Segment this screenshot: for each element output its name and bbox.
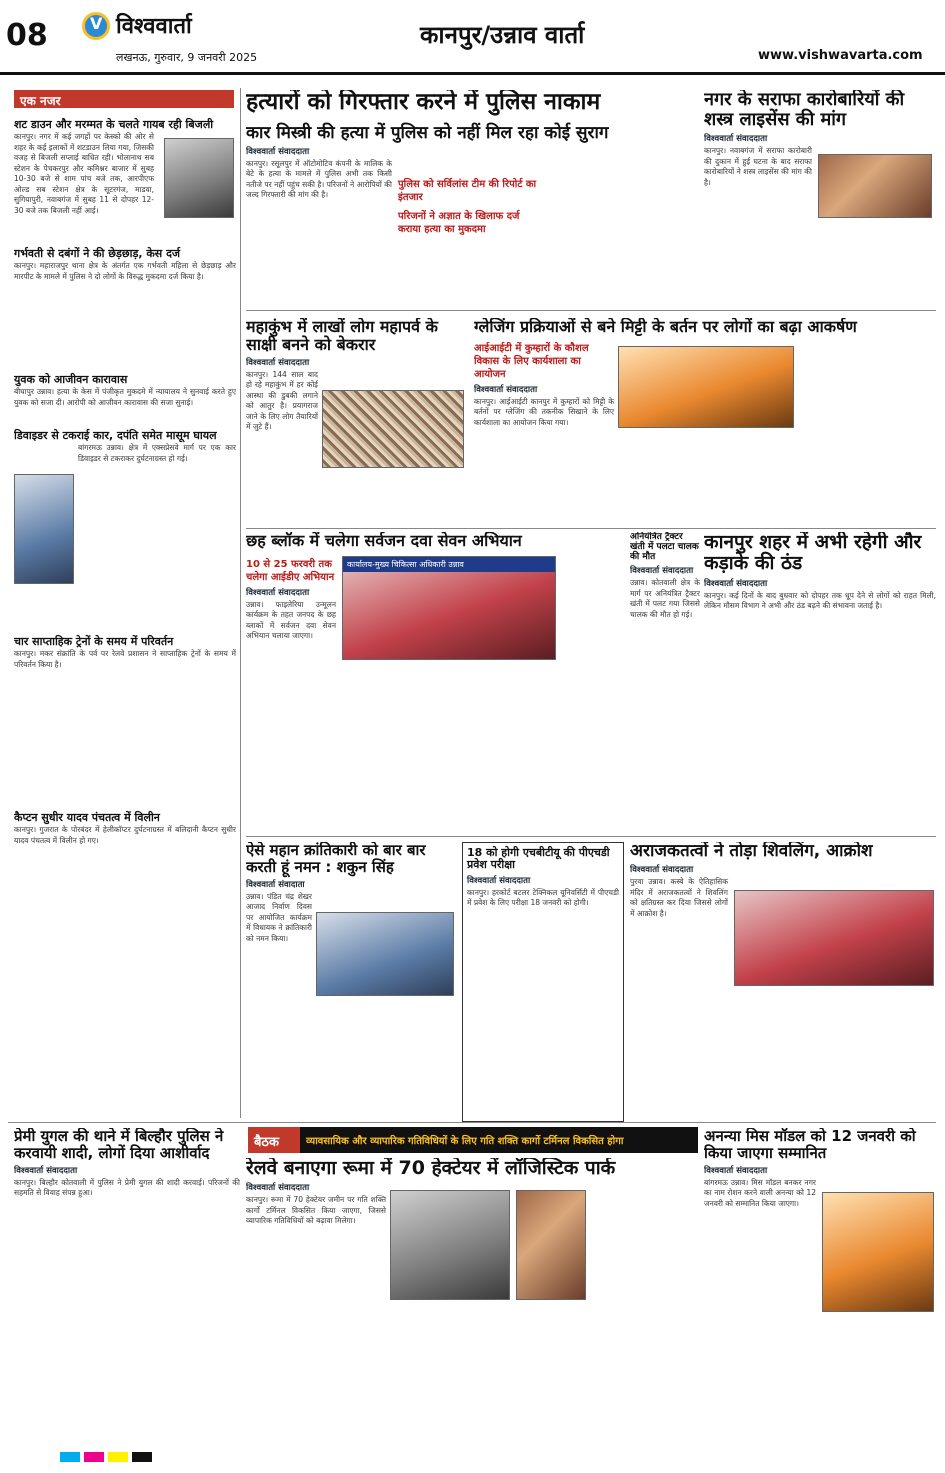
photo-banner: कार्यालय-मुख्य चिकित्सा अधिकारी उन्नाव <box>343 557 555 572</box>
dawa-byline: विश्ववार्ता संवाददाता <box>246 587 310 598</box>
premi-headline: प्रेमी युगल की थाने में बिल्हौर पुलिस ने करवायी शादी, लोगों दिया आशीर्वाद <box>14 1128 224 1162</box>
brief-body: बीघापुर उन्नाव। हत्या के केस में पंजीकृत मुकदमे में न्यायालय ने सुनवाई करते हुए युवक को सजा दी। आरोपी को आजीवन कारावास की सजा सुनाई। <box>14 387 236 407</box>
section-rule <box>246 310 936 311</box>
premi-body: कानपुर। बिल्हौर कोतवाली में पुलिस ने प्रेमी युगल की शादी करवाई। परिजनों की सहमति से विवाह संपन्न हुआ। <box>14 1177 240 1198</box>
glazing-byline: विश्ववार्ता संवाददाता <box>474 384 538 395</box>
brief-body: कानपुर। गुजरात के पोरबंदर में हेलीकॉप्टर दुर्घटनाग्रस्त में बलिदानी कैप्टन सुधीर यादव पंचतत्व में विलीन हो गए। <box>14 825 236 845</box>
print-swatch <box>108 1452 128 1462</box>
lead-byline: विश्ववार्ता संवाददाता <box>246 146 310 157</box>
lead-headline: हत्यारों को गिरफ्तार करने में पुलिस नाकाम <box>246 90 601 115</box>
brief-headline: गर्भवती से दबंगों ने की छेड़छाड़, केस दर्ज <box>14 247 181 260</box>
hbtu-headline: 18 को होगी एचबीटीयू की पीएचडी प्रवेश परीक्षा <box>467 846 610 872</box>
krantikari-byline: विश्ववार्ता संवादाता <box>246 879 305 890</box>
brief-body: कानपुर। मकर संक्रांति के पर्व पर रेलवे प्रशासन ने साप्ताहिक ट्रेनों के समय में परिवर्तन किया है। <box>14 649 236 669</box>
railway-story <box>246 1158 698 1448</box>
jewellers-meeting-photo <box>818 154 932 218</box>
tractor-body: उन्नाव। कोतवाली क्षेत्र के मार्ग पर अनियंत्रित ट्रैक्टर खंती में पलट गया जिससे चालक की मौत हो गई। <box>630 578 700 619</box>
website-link[interactable]: www.vishwavarta.com <box>758 48 923 63</box>
pull-quote: परिजनों ने अज्ञात के खिलाफ दर्ज कराया हत्या का मुकदमा <box>398 211 520 235</box>
brief-headline: कैप्टन सुधीर यादव पंचतत्व में विलीन <box>14 811 160 824</box>
shivling-byline: विश्ववार्ता संवाददाता <box>630 865 694 876</box>
lead-body: कानपुर। रसूलपुर में ऑटोमोटिव कंपनी के मालिक के बेटे के हत्या के मामले में पुलिस अभी तक किसी नतीजे पर नहीं पहुंच सकी है। परिजनों ने आरोपियों की जल्द गिरफ्तारी की मांग की है। <box>246 158 392 200</box>
lead-subhead: कार मिस्त्री की हत्या में पुलिस को नहीं मिल रहा कोई सुराग <box>246 122 609 143</box>
baithak-text: व्यावसायिक और व्यापारिक गतिविधियों के लिए गति शक्ति कार्गो टर्मिनल विकसित होगा <box>306 1136 624 1147</box>
railway-byline: विश्ववार्ता संवाददाता <box>246 1183 310 1194</box>
lead-story <box>246 90 696 300</box>
kumbh-crowd-photo <box>322 390 464 468</box>
brief-body: कानपुर। महाराजपुर थाना क्षेत्र के अंतर्गत एक गर्भवती महिला से छेड़छाड़ और मारपीट के मामले में पुलिस ने दो लोगों के विरुद्ध मुकदमा दर्ज किया है। <box>14 261 236 281</box>
hbtu-body: कानपुर। हरकोर्ट बटलर टेक्निकल यूनिवर्सिटी में पीएचडी में प्रवेश के लिए परीक्षा 18 जनवरी को होगी। <box>467 887 619 908</box>
print-swatch <box>132 1452 152 1462</box>
protest-photo <box>734 890 934 986</box>
cold-byline: विश्ववार्ता संवाददाता <box>704 578 768 589</box>
brand-name: विश्ववार्ता <box>116 14 192 39</box>
brief-headline: शट डाउन और मरम्मत के चलते गायब रही बिजली <box>14 118 214 131</box>
masthead <box>0 0 945 78</box>
page-number: 08 <box>6 18 48 53</box>
dawa-headline: छह ब्लॉक में चलेगा सर्वजन दवा सेवन अभियान <box>246 532 522 550</box>
section-rule <box>246 836 936 837</box>
cold-body: कानपुर। कई दिनों के बाद बुधवार को दोपहर तक धूप देने से लोगों को राहत मिली, लेकिन मौसम विभाग ने अभी और ठंड बढ़ने की संभावना जताई है। <box>704 590 936 611</box>
brief-headline: युवक को आजीवन कारावास <box>14 373 128 386</box>
header-rule <box>0 72 945 75</box>
hbtu-byline: विश्ववार्ता संवाददाता <box>467 875 531 886</box>
brief-headline: चार साप्ताहिक ट्रेनों के समय में परिवर्तन <box>14 635 174 648</box>
nirvan-diwas-photo <box>316 912 454 996</box>
mahakumbh-headline: महाकुंभ में लाखों लोग महापर्व के साक्षी बनने को बेकरार <box>246 318 438 354</box>
tractor-headline: अनियंत्रित ट्रैक्टर खंती में पलटा चालक की मौत <box>630 532 699 563</box>
premi-story <box>14 1128 240 1446</box>
railway-meeting-photo <box>390 1190 510 1300</box>
krantikari-body: उन्नाव। पंडित चंद्र शेखर आजाद निर्वाण दिवस पर आयोजित कार्यक्रम में विधायक ने क्रांतिकारी को नमन किया। <box>246 891 312 943</box>
brief-body: कानपुर। नगर में कई जगहों पर केस्को की ओर से शहर के कई इलाकों में शटडाउन लिया गया, जिसकी वजह से बिजली सप्लाई बाधित रही। भोलानाथ सब स्टेशन के पेचकरपुर और कमिश्नर बाजार में सुबह 10-30 बजे से शाम पांच बजे तक, आरपीएफ ओल्ड सब स्टेशन क्षेत्र के सूटरगंज, माडवा, सुगियापुरी, नवाबगंज में सुबह 11 से दोपहर 12-30 बजे तक बिजली नहीं आई। <box>14 132 154 215</box>
shivling-body: पुरवा उन्नाव। कस्बे के ऐतिहासिक मंदिर में अराजकतत्वों ने शिवलिंग को क्षतिग्रस्त कर दिया जिससे लोगों में आक्रोश है। <box>630 877 728 918</box>
ek-nazar-column <box>14 112 236 1112</box>
logo-mark: V <box>90 14 103 33</box>
cmo-office-photo <box>342 556 556 660</box>
print-swatch <box>60 1452 80 1462</box>
hbtu-story <box>462 842 624 1122</box>
shivling-story <box>630 842 936 1122</box>
glazing-story <box>474 318 936 526</box>
dawa-story <box>246 532 626 832</box>
krantikari-story <box>246 842 456 1122</box>
column-rule <box>240 88 241 1118</box>
jewellers-byline: विश्ववार्ता संवाददाता <box>704 134 768 145</box>
electric-pole-photo <box>164 138 234 218</box>
ananya-headline: अनन्या मिस मॉडल को 12 जनवरी को किया जाएगा सम्मानित <box>704 1128 916 1162</box>
tractor-story <box>630 532 700 832</box>
ananya-body: बांगरमऊ उन्नाव। मिस मॉडल बनकर नगर का नाम रोशन करने वाली अनन्या को 12 जनवरी को सम्मानित किया जाएगा। <box>704 1177 816 1208</box>
pull-quote: पुलिस को सर्विलांस टीम की रिपोर्ट का इंतजार <box>398 179 537 203</box>
dawa-body: उन्नाव। फाइलेरिया उन्मूलन कार्यक्रम के तहत जनपद के छह ब्लाकों में सर्वजन दवा सेवन अभियान चलाया जाएगा। <box>246 599 336 641</box>
premi-byline: विश्ववार्ता संवाददाता <box>14 1165 78 1176</box>
print-swatch <box>84 1452 104 1462</box>
glazing-body: कानपुर। आईआईटी कानपुर में कुम्हारों को मिट्टी के बर्तनों पर ग्लेजिंग की तकनीक सिखाने के लिए कार्यशाला का आयोजन किया गया। <box>474 396 614 427</box>
iit-workshop-photo <box>618 346 794 428</box>
baithak-banner <box>248 1127 698 1153</box>
cold-story <box>704 532 936 832</box>
official-portrait-photo <box>516 1190 586 1300</box>
baithak-tag: बैठक <box>248 1127 300 1153</box>
jewellers-headline: नगर के सराफा कारोबारियों की शस्त्र लाइसेंस की मांग <box>704 90 905 131</box>
section-title: कानपुर/उन्नाव वार्ता <box>420 21 585 49</box>
krantikari-headline: ऐसे महान क्रांतिकारी को बार बार करती हूं नमन : शकुन सिंह <box>246 842 426 876</box>
railway-headline: रेलवे बनाएगा रूमा में 70 हेक्टेयर में लॉजिस्टिक पार्क <box>246 1158 616 1179</box>
mahakumbh-byline: विश्ववार्ता संवाददाता <box>246 357 310 368</box>
glazing-headline: ग्लेजिंग प्रक्रियाओं से बने मिट्टी के बर्तन पर लोगों का बढ़ा आकर्षण <box>474 318 857 336</box>
tractor-byline: विश्ववार्ता संवाददाता <box>630 566 694 577</box>
brief-body: बांगरमऊ उन्नाव। क्षेत्र में एक्सप्रेसवे मार्ग पर एक कार डिवाइडर से टकराकर दुर्घटनाग्रस्त हो गई। <box>78 443 236 463</box>
cold-headline: कानपुर शहर में अभी रहेगी और कड़ाके की ठंड <box>704 532 922 575</box>
mahakumbh-body: कानपुर। 144 साल बाद हो रहे महाकुंभ में हर कोई आस्था की डुबकी लगाने को आतुर है। प्रयागराज जाने के लिए लोग तैयारियों में जुटे हैं। <box>246 369 318 432</box>
railway-body: कानपुर। रूमा में 70 हेक्टेयर जमीन पर गति शक्ति कार्गो टर्मिनल विकसित किया जाएगा, जिससे व्यापारिक गतिविधियों को बढ़ावा मिलेगा। <box>246 1195 386 1226</box>
shivling-headline: अराजकतत्वों ने तोड़ा शिवलिंग, आक्रोश <box>630 842 873 861</box>
section-rule <box>8 1122 936 1123</box>
ek-nazar-label: एक नजर <box>14 90 234 108</box>
mahakumbh-story <box>246 318 466 526</box>
miss-model-photo <box>822 1192 934 1312</box>
ananya-story <box>704 1128 936 1446</box>
car-crash-photo <box>14 474 74 584</box>
lead-pull-quotes <box>398 178 542 236</box>
section-rule <box>246 528 936 529</box>
dawa-pull: 10 से 25 फरवरी तक चलेगा आईडीए अभियान <box>246 558 335 583</box>
dateline: लखनऊ, गुरुवार, 9 जनवरी 2025 <box>116 51 258 64</box>
jewellers-body: कानपुर। नवाबगंज में सराफा कारोबारी की दुकान में हुई घटना के बाद सराफा कारोबारियों ने शस्त्र लाइसेंस की मांग की है। <box>704 146 812 187</box>
ananya-byline: विश्ववार्ता संवाददाता <box>704 1165 768 1176</box>
brief-headline: डिवाइडर से टकराई कार, दपंति समेत मासूम घायल <box>14 429 217 442</box>
glazing-subhead: आईआईटी में कुम्हारों के कौशल विकास के लिए कार्यशाला का आयोजन <box>474 342 589 380</box>
